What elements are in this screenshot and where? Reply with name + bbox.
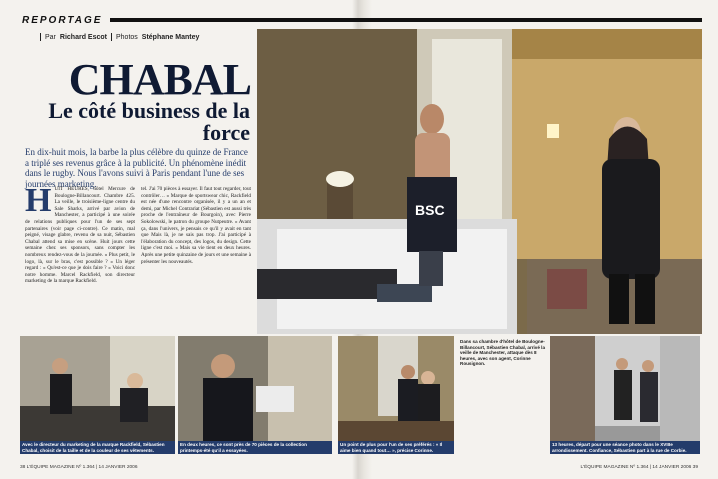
author-prefix: Par [45, 33, 56, 41]
photo-prefix: Photos [115, 33, 138, 41]
byline-divider [111, 33, 112, 41]
section-rule [110, 18, 702, 22]
caption-4: Dans sa chambre d'hôtel de Boulogne-Billancourt, Sébastien Chabal, arrivé la veille de Manchester, attaque dès 8 heures, avec son agent, Corinne Rousignon. [460, 339, 546, 367]
body-column-1 [25, 186, 135, 331]
section-header [22, 14, 702, 26]
headline: CHABAL [68, 55, 251, 104]
thumbnail-photo-3 [338, 336, 454, 442]
photographer-name: Stéphane Mantey [141, 33, 200, 41]
author-name: Richard Escot [59, 33, 107, 41]
body-column-1-text: UIT HEURES, hôtel Mercure de Boulogne-Billancourt. Chambre 425. La veille, le troisième-ligne centre du Sale Sharks, arrivé par avion de Manchester, a participé à une soirée de relations publiques pour l'un de ses sept partenaires (voir page ci-contre). Ce matin, mal peigné, visage glabre, revenu de sa nuit, Sébastien Chabal attend sa mise en scène. Huit jours cette semaine chez ses sponsors, sans compter les nombreux rendez-vous de la journée. « Plus petit, le logo, là, sur le bras, c'est possible ? » Un léger regard : « Qu'est-ce que je dois faire ? » Voici donc notre homme. Marcel Rackfield, son directeur marketing de la marque Rackfield. [25, 186, 135, 285]
folio-left: 38 L'ÉQUIPE MAGAZINE Nº 1.364 | 14 JANVIER 2006 [20, 465, 138, 470]
caption-1: Avec le directeur du marketing de la marque Rackfield, Sébastien Chabal, choisit de la taille et de la couleur de ses vêtements. [20, 441, 175, 454]
caption-3: Un point de plus pour l'un de ses préférés : « Il aime bien quand tout… », précise Corinne. [338, 441, 454, 454]
thumbnail-photo-1 [20, 336, 175, 442]
lede-paragraph: En dix-huit mois, la barbe la plus célèbre du quinze de France a triplé ses revenus grâce à la publicité. Un phénomène inédit dans le rugby. Nous l'avons suivi à Paris pendant l'une de ses journées marketing. [25, 147, 248, 189]
caption-2: En deux heures, ce sont près de 70 pièces de la collection printemps-été qu'il a essayées. [178, 441, 332, 454]
folio-right: L'ÉQUIPE MAGAZINE Nº 1.364 | 14 JANVIER 2006 39 [580, 465, 698, 470]
main-photo [257, 29, 702, 334]
thumbnail-photo-2 [178, 336, 332, 442]
body-column-2: tel. J'ai 70 pièces à essayer. Il faut tout regarder, tout contrôler… » Marque de sportswear chic, Rackfield est née d'une rencontre organisée, il y a un an et demi, par Michel Contrariat (Sébastien est aussi très proche de l'entraîneur de Bourgoin), avec Pierre Sokolowski, le patron du groupe Nutpeutre. « Avant ça, dans l'univers, je pensais ce qu'il y avait en tant que Mais là, je ne sais pas trop. J'ai participé à l'élaboration du concept, des logos, du design. Cette ligne c'est moi. » Mais sa vie tient en deux heures. Après une petite quinzaine de jours et une semaine à présenter les nouveautés. [141, 186, 251, 265]
caption-5: 13 heures, départ pour une séance photo dans le XVIIIe arrondissement. Confiance, Sébastien part à la rue de Corbie. [550, 441, 700, 454]
byline [40, 33, 199, 41]
subheadline: Le côté business de la force [48, 98, 250, 145]
byline-divider [40, 33, 41, 41]
section-label: REPORTAGE [22, 14, 103, 26]
drop-cap: H [25, 186, 52, 219]
thumbnail-photo-4 [550, 336, 700, 442]
shirt-lettering: BSC [415, 202, 445, 218]
